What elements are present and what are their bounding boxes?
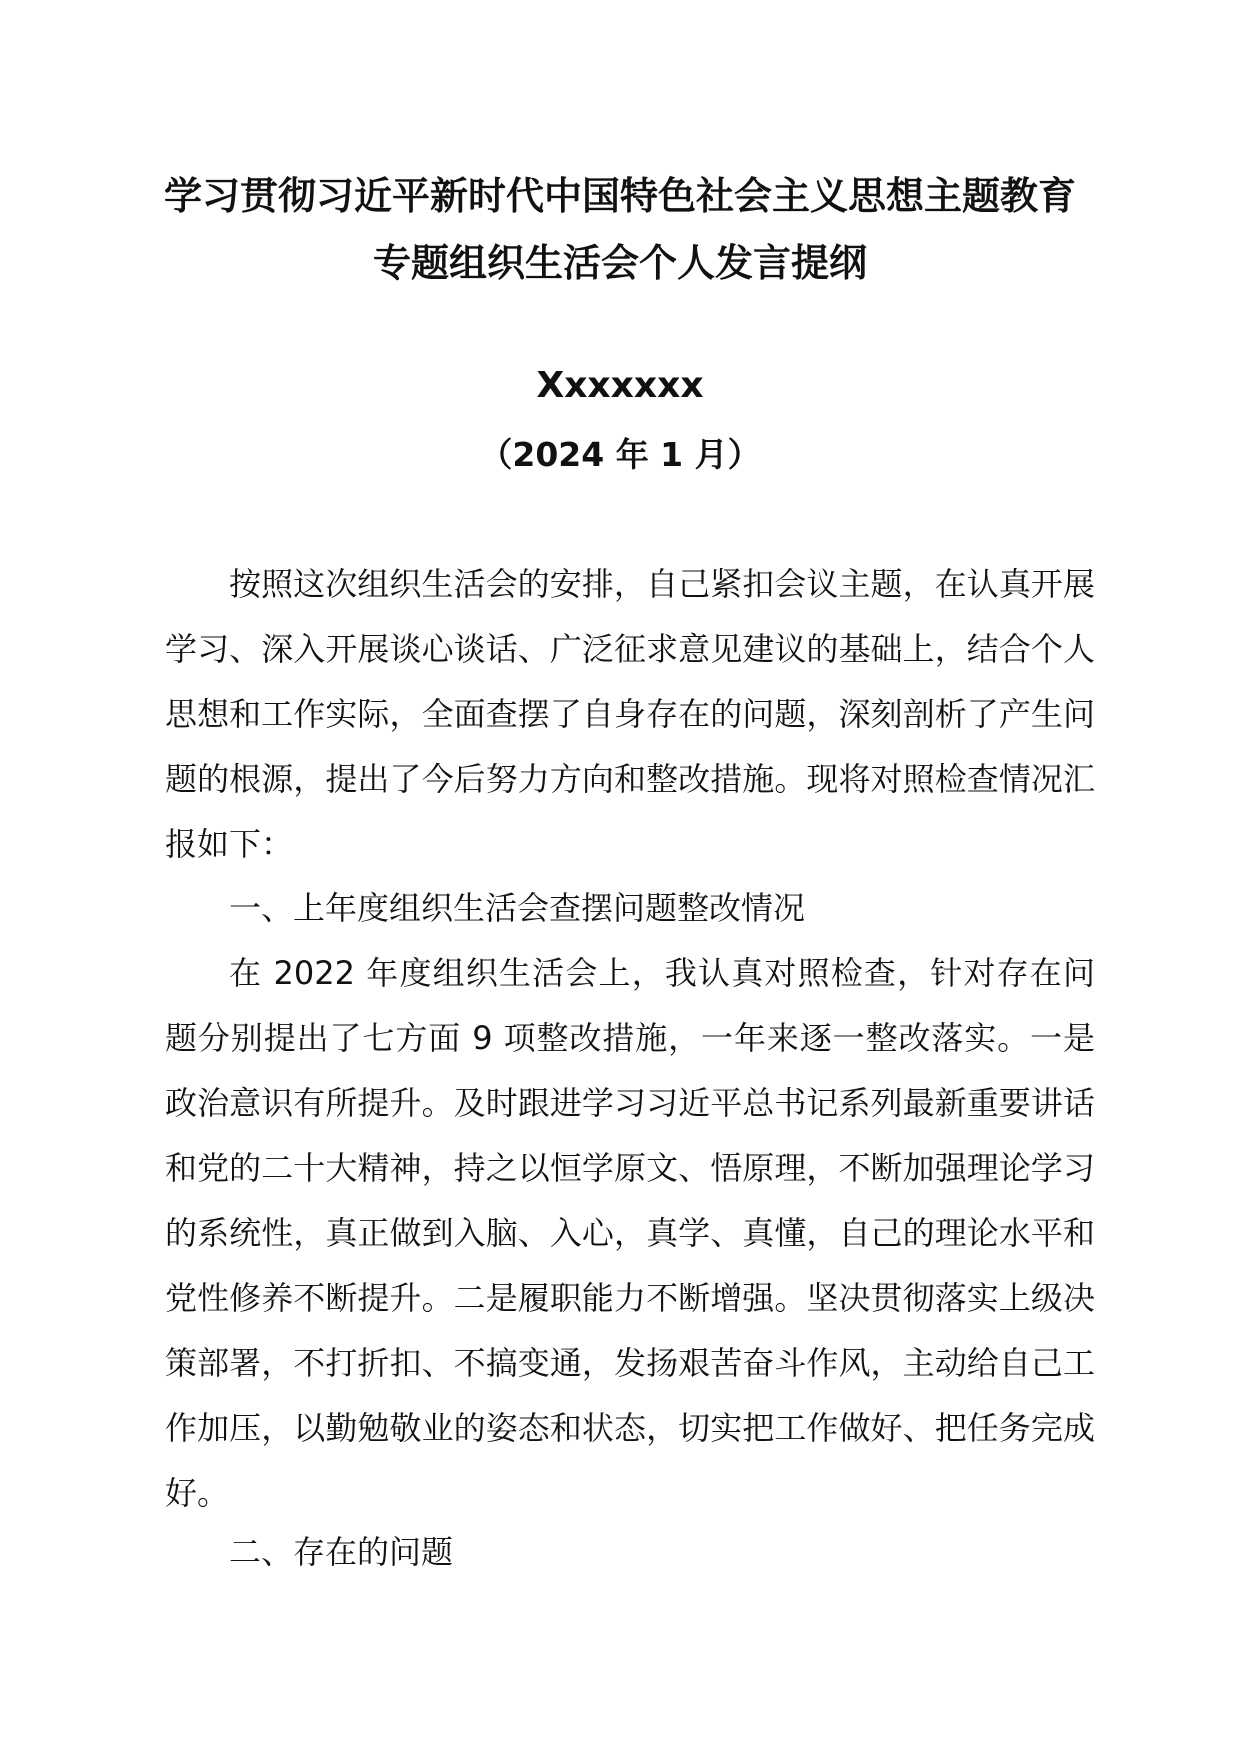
document-title-line-2: 专题组织生活会个人发言提纲 [372,241,867,285]
intro-paragraph-block [165,552,1095,877]
document-date: （2024 年 1 月） [479,435,761,474]
document-title-line-1: 学习贯彻习近平新时代中国特色社会主义思想主题教育 [163,174,1076,218]
section-heading-block-1 [165,876,1095,941]
author-name: Xxxxxxx [536,365,704,406]
section-heading-2: 二、存在的问题 [229,1533,454,1571]
rectification-paragraph: 在 2022 年度组织生活会上，我认真对照检查，针对存在问题分别提出了七方面 9 项整改措施，一年来逐一整改落实。一是政治意识有所提升。及时跟进学习习近平总书记系列最新重要讲话和党的二十大精神，持之以恒学原文、悟原理，不断加强理论学习的系统性，真正做到入脑、入心，真学、真懂，自己的理论水平和党性修养不断提升。二是履职能力不断增强。坚决贯彻落实上级决策部署，不打折扣、不搞变通，发扬艰苦奋斗作风，主动给自己工作加压，以勤勉敬业的姿态和状态，切实把工作做好、把任务完成好。 [165,954,1095,1512]
rectification-paragraph-block [165,941,1095,1526]
section-heading-1: 一、上年度组织生活会查摆问题整改情况 [229,889,806,927]
intro-paragraph: 按照这次组织生活会的安排，自己紧扣会议主题，在认真开展学习、深入开展谈心谈话、广泛征求意见建议的基础上，结合个人思想和工作实际，全面查摆了自身存在的问题，深刻剖析了产生问题的根源，提出了今后努力方向和整改措施。现将对照检查情况汇报如下： [165,565,1095,863]
section-heading-block-2 [165,1520,1095,1585]
